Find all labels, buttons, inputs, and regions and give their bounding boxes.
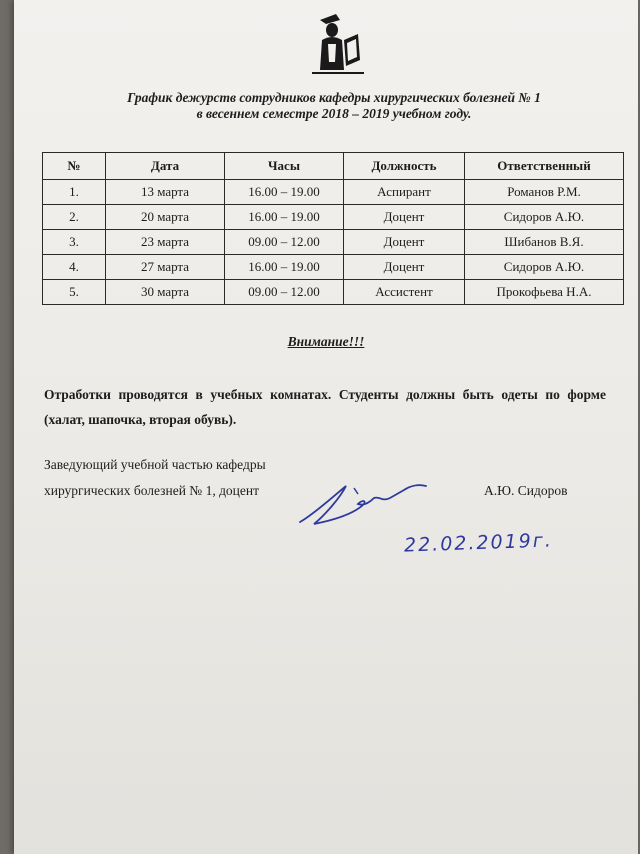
table-row	[43, 180, 624, 205]
cell-responsible: Сидоров А.Ю.	[465, 205, 624, 230]
cell-hours: 09.00 – 12.00	[225, 230, 344, 255]
header-position: Должность	[344, 153, 465, 180]
table-row	[43, 230, 624, 255]
cell-position: Доцент	[344, 255, 465, 280]
table-header-row	[43, 153, 624, 180]
cell-responsible: Шибанов В.Я.	[465, 230, 624, 255]
cell-date: 20 марта	[106, 205, 225, 230]
table-row	[43, 255, 624, 280]
signatory-title-line-1: Заведующий учебной частью кафедры	[44, 457, 266, 472]
handwritten-signature	[294, 474, 434, 534]
cell-number: 3.	[43, 230, 106, 255]
cell-position: Ассистент	[344, 280, 465, 305]
cell-position: Доцент	[344, 230, 465, 255]
table-row	[43, 280, 624, 305]
cell-responsible: Сидоров А.Ю.	[465, 255, 624, 280]
header-responsible: Ответственный	[465, 153, 624, 180]
attention-heading: Внимание!!!	[287, 334, 365, 349]
header-number: №	[43, 153, 106, 180]
cell-number: 4.	[43, 255, 106, 280]
cell-hours: 16.00 – 19.00	[225, 180, 344, 205]
cell-position: Аспирант	[344, 180, 465, 205]
cell-date: 27 марта	[106, 255, 225, 280]
signatory-title-line-2: хирургических болезней № 1, доцент	[44, 483, 260, 498]
cell-hours: 16.00 – 19.00	[225, 255, 344, 280]
title-line-2: в весеннем семестре 2018 – 2019 учебном году.	[196, 106, 472, 121]
university-emblem-icon	[306, 10, 370, 76]
cell-number: 2.	[43, 205, 106, 230]
cell-date: 30 марта	[106, 280, 225, 305]
cell-position: Доцент	[344, 205, 465, 230]
header-date: Дата	[106, 153, 225, 180]
cell-number: 5.	[43, 280, 106, 305]
cell-hours: 16.00 – 19.00	[225, 205, 344, 230]
signatory-name: А.Ю. Сидоров	[484, 483, 568, 498]
title-line-1: График дежурств сотрудников кафедры хирургических болезней № 1	[127, 90, 541, 105]
document-title	[44, 90, 624, 122]
duty-schedule-table	[42, 152, 624, 305]
cell-date: 13 марта	[106, 180, 225, 205]
notice-text: Отработки проводятся в учебных комнатах. Студенты должны быть одеты по форме (халат, шапочка, вторая обувь).	[44, 387, 606, 427]
cell-date: 23 марта	[106, 230, 225, 255]
header-hours: Часы	[225, 153, 344, 180]
table-row	[43, 205, 624, 230]
cell-responsible: Романов Р.М.	[465, 180, 624, 205]
cell-responsible: Прокофьева Н.А.	[465, 280, 624, 305]
cell-hours: 09.00 – 12.00	[225, 280, 344, 305]
cell-number: 1.	[43, 180, 106, 205]
handwritten-date: 22.02.2019г.	[403, 529, 554, 557]
document-page	[14, 0, 638, 854]
